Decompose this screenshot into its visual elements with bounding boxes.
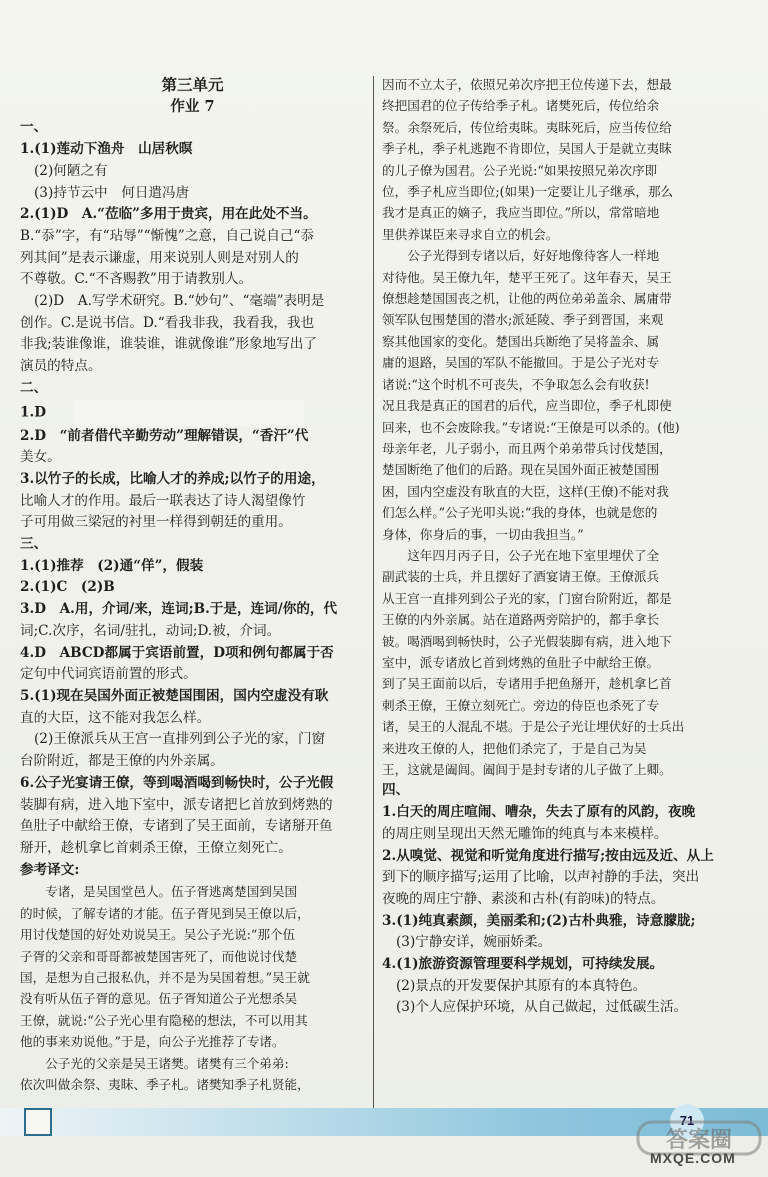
redacted-area [74,400,304,426]
answer-3-3: 3.D A.用，介词/来，连词;B.于是，连词/你的，代 词;C.次序，名词/驻扎，动词;D.被，介词。 [20,601,338,639]
answer-3-4: 4.D ABCD都属于宾语前置，D项和例句都属于否 定句中代词宾语前置的形式。 [20,644,334,683]
translation-continued-3: 这年四月丙子日，公子光在地下室里埋伏了全 副武装的士兵，并且摆好了酒宴请王僚。王僚派兵 从王宫一直排列到公子光的家，门窗台阶附近，都是 王僚的内外亲属。站在道路两旁陪护的，都手拿长 铍。喝酒喝到畅快时，公子光假装脚有病，进入地下 室中，派专诸放匕首到烤熟的鱼肚子中献给王僚。 到了吴王面前以后，专诸用手把鱼掰开，趁机拿匕首 刺杀王僚，王僚立刻死亡。旁边的侍臣也杀死了专 诸，吴王的人混乱不堪。于是公子光让埋伏好的士兵出 来进攻王僚的人，把他们杀完了，于是自己为吴 王，这就是阖闾。阖闾于是封专诸的儿子做了上卿。 [382,547,685,777]
translation-continued-1: 因而不立太子，依照兄弟次序把王位传递下去，想最 终把国君的位子传给季子札。诸樊死后，传位给余 祭。余祭死后，传位给夷眜。夷眜死后，应当传位给 季子札，季子札逃跑不肯即位，吴国人于是就立夷眜 的儿子僚为国君。公子光说:“如果按照兄弟次序即 位，季子札应当即位;(如果)一定要让儿子继承，那么 我才是真正的嫡子，我应当即位。”所以，常常暗地 里供养谋臣来寻求自立的机会。 [382,77,674,242]
answer-1-1: 1.(1)莲动下渔舟 山居秋暝 (2)何陋之有 (3)持节云中 何日遣冯唐 [20,141,193,201]
answer-3-5: 5.(1)现在吴国外面正被楚国围困，国内空虚没有耿 直的大臣，这不能对我怎么样。 (2)王僚派兵从王宫一直排列到公子光的家，门窗 台阶附近，都是王僚的内外亲属。 [20,687,329,770]
answer-4-4: 4.(1)旅游资源管理要科学规划，可持续发展。 (2)景点的开发要保护其原有的本真特色。 (3)个人应保护环境，从自己做起，过低碳生活。 [382,956,688,1016]
section-4-heading: 四、 [382,782,410,799]
answer-4-1: 1.白天的周庄喧闹、嘈杂，失去了原有的风韵，夜晚 的周庄则呈现出天然无雕饰的纯真与本来模样。 [382,804,696,842]
watermark-text: MXQE.COM [650,1150,736,1166]
answer-4-2: 2.从嗅觉、视觉和听觉角度进行描写;按由远及近、从上 到下的顺序描写;运用了比喻，以声衬静的手法，突出 夜晚的周庄宁静、素淡和古朴(有韵味)的特点。 [382,847,714,907]
watermark-logo-text: 答案圈 [665,1128,733,1153]
reference-translation: 专诸，是吴国堂邑人。伍子胥逃离楚国到吴国 的时候，了解专诸的才能。伍子胥见到吴王僚以后， 用讨伐楚国的好处劝说吴王。吴公子光说:“那个伍 子胥的父亲和哥哥都被楚国害死了，而他说讨伐楚 国，是想为自己报私仇，并不是为吴国着想。”吴王就 没有听从伍子胥的意见。伍子胥知道公子光想杀吴 王僚，就说:“公子光心里有隐秘的想法，不可以用其 他的事来劝说他。”于是，向公子光推荐了专诸。 公子光的父亲是吴王诸樊。诸樊有三个弟弟: 依次叫做余祭、夷眜、季子札。诸樊知季子札贤能， [20,884,310,1092]
page-number: 71 [670,1104,704,1138]
section-2-heading: 二、 [20,379,48,396]
unit-title: 第三单元 [161,75,224,94]
reference-translation-title: 参考译文: [20,861,80,878]
translation-continued-2: 公子光得到专诸以后，好好地像待客人一样地 对待他。吴王僚九年，楚平王死了。这年春天，吴王 僚想趁楚国国丧之机，让他的两位弟弟盖余、属庸带 领军队包围楚国的潜水;派延陵、季子到晋国，来观 察其他国家的变化。楚国出兵断绝了吴将盖余、属 庸的退路，吴国的军队不能撤回。于是公子光对专 诸说:“这个时机不可丧失，不争取怎么会有收获! 况且我是真正的国君的后代，应当即位，季子札即使 回来，也不会废除我。”专诸说:“王僚是可以杀的。(他) 母亲年老，儿子弱小，而且两个弟弟带兵讨伐楚国， 楚国断绝了他们的后路。现在吴国外面正被楚国围 困，国内空虚没有耿直的大臣，这样(王僚)不能对我 们怎么样。”公子光叩头说:“我的身体，也就是您的 身体，你身后的事，一切由我担当。” [382,248,680,542]
answer-3-6: 6.公子光宴请王僚，等到喝酒喝到畅快时，公子光假 装脚有病，进入地下室中，派专诸把匕首放到烤熟的 鱼肚子中献给王僚，专诸到了吴王面前，专诸掰开鱼 掰开，趁机拿匕首刺杀王僚，王僚立刻死亡。 [20,774,334,856]
answer-4-3: 3.(1)纯真素颜，美丽柔和;(2)古朴典雅，诗意朦胧; (3)宁静安详，婉丽娇柔。 [382,912,696,951]
answer-2-2: 2.D “前者借代辛勤劳动”理解错误，“香汗”代 美女。 [20,427,309,466]
answer-1-2: 2.(1)D A.“莅临”多用于贵宾，用在此处不当。 B.“忝”字，有“玷辱”“惭愧”之意，自己说自己“忝 列其间”是表示谦虚，用来说别人则是对别人的 不尊敬。C.“不吝赐教”用于请教别人。 (2)D A.写学术研究。B.“妙句”、“毫端”表明是 创作。C.是说书信。D.“看我非我，我看我，我也 非我;装谁像谁，谁装谁，谁就像谁”形象地写出了 演员的特点。 [20,206,325,375]
right-column [382,74,718,1019]
answer-2-3: 3.以竹子的长成，比喻人才的养成;以竹子的用途， 比喻人才的作用。最后一联表达了诗人渴望像竹 子可用做三梁冠的衬里一样得到朝廷的重用。 [20,470,325,531]
answer-3-1: 1.(1)推荐 (2)通“佯”，假装 [20,557,204,574]
left-column [20,74,365,1095]
answer-2-1: 1.D [20,400,365,426]
section-3-heading: 三、 [20,536,48,553]
homework-title: 作业 7 [170,97,215,115]
answer-3-2: 2.(1)C (2)B [20,579,115,596]
column-divider [373,76,374,1111]
corner-box-icon [24,1108,52,1136]
section-1-heading: 一、 [20,119,48,136]
